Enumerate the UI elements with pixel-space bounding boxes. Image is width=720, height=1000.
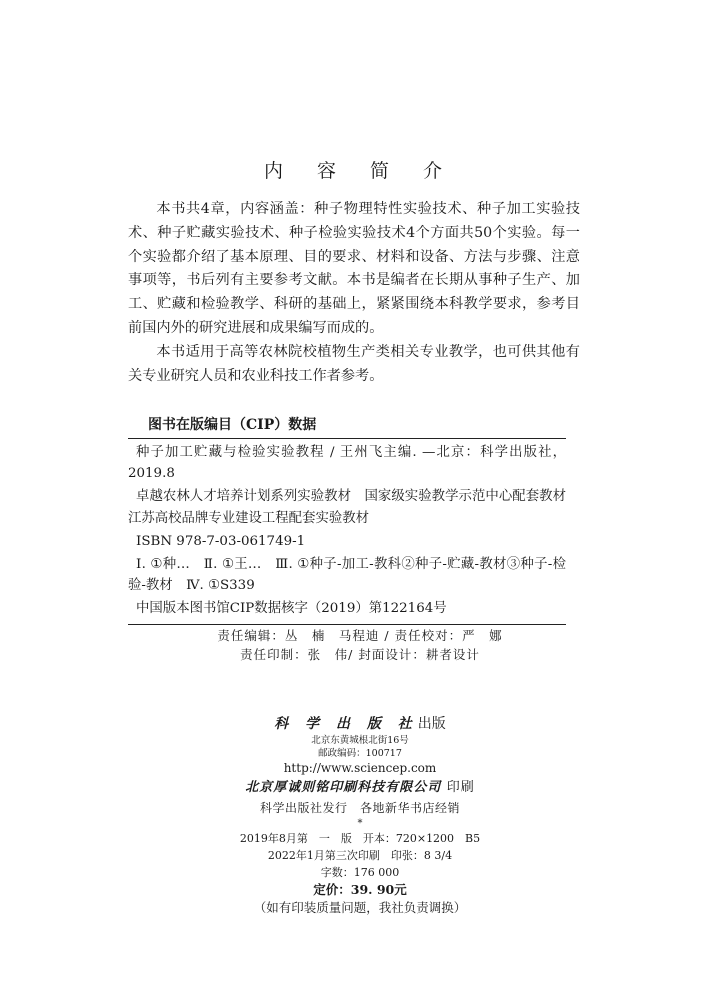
cip-data-box [128,438,580,625]
wordcount-line: 字数：176 000 [320,866,400,879]
credits [0,626,720,664]
publisher-name: 科 学 出 版 社 [274,716,418,732]
summary-paragraph: 本书适用于高等农林院校植物生产类相关专业教学，也可供其他有关专业研究人员和农业科技工作者参考。 [128,343,580,384]
printer-suffix: 印刷 [446,780,475,795]
separator-star: * [357,818,363,829]
cip-entry-series: 卓越农林人才培养计划系列实验教材 国家级实验教学示范中心配套教材 江苏高校品牌专业建设工程配套实验教材 [128,489,580,526]
summary-section [128,198,580,388]
cip-heading: 图书在版编目（CIP）数据 [148,417,317,433]
publisher-line [0,714,720,734]
cip-entry-record-number: 中国版本图书馆CIP数据核字（2019）第122164号 [136,601,447,617]
publisher-url: http://www.sciencep.com [283,761,437,775]
imprint [0,714,720,917]
page-title: 内 容 简 介 [263,160,457,182]
summary-paragraph: 本书共4章，内容涵盖：种子物理特性实验技术、种子加工实验技术、种子贮藏实验技术、种子检验实验技术4个方面共50个实验。每一个实验都介绍了基本原理、目的要求、材料和设备、方法与步骤、注意事项等，书后列有主要参考文献。本书是编者在长期从事种子生产、加工、贮藏和检验教学、科研的基础上，紧紧围绕本科教学要求，参考目前国内外的研究进展和成果编写而成的。 [128,201,580,336]
edition-line: 2019年8月第 一 版 开本：720×1200 B5 [239,832,481,845]
credits-editors: 责任编辑：丛 楠 马程迪 / 责任校对：严 娜 [217,628,503,643]
printing-line: 2022年1月第三次印刷 印张：8 3/4 [267,849,453,862]
cip-entry-classification: Ⅰ. ①种… Ⅱ. ①王… Ⅲ. ①种子-加工-教科②种子-贮藏-教材③种子-检验-教材 Ⅳ. ①S339 [128,557,566,594]
publisher-postcode: 邮政编码：100717 [318,748,402,759]
distribution-line: 科学出版社发行 各地新华书店经销 [259,801,460,815]
cip-entry-title: 种子加工贮藏与检验实验教程 / 王州飞主编. —北京：科学出版社，2019.8 [128,445,566,482]
publisher-suffix: 出版 [417,716,446,732]
publisher-address: 北京东黄城根北街16号 [311,735,409,746]
cip-entry-isbn: ISBN 978-7-03-061749-1 [136,533,306,549]
price-line: 定价：39. 90元 [313,882,407,897]
printer-name: 北京厚诚则铭印刷科技有限公司 [245,780,442,795]
credits-production: 责任印制：张 伟/ 封面设计：耕者设计 [240,647,480,662]
quality-note: （如有印装质量问题，我社负责调换） [253,900,467,915]
printer-line [0,777,720,799]
